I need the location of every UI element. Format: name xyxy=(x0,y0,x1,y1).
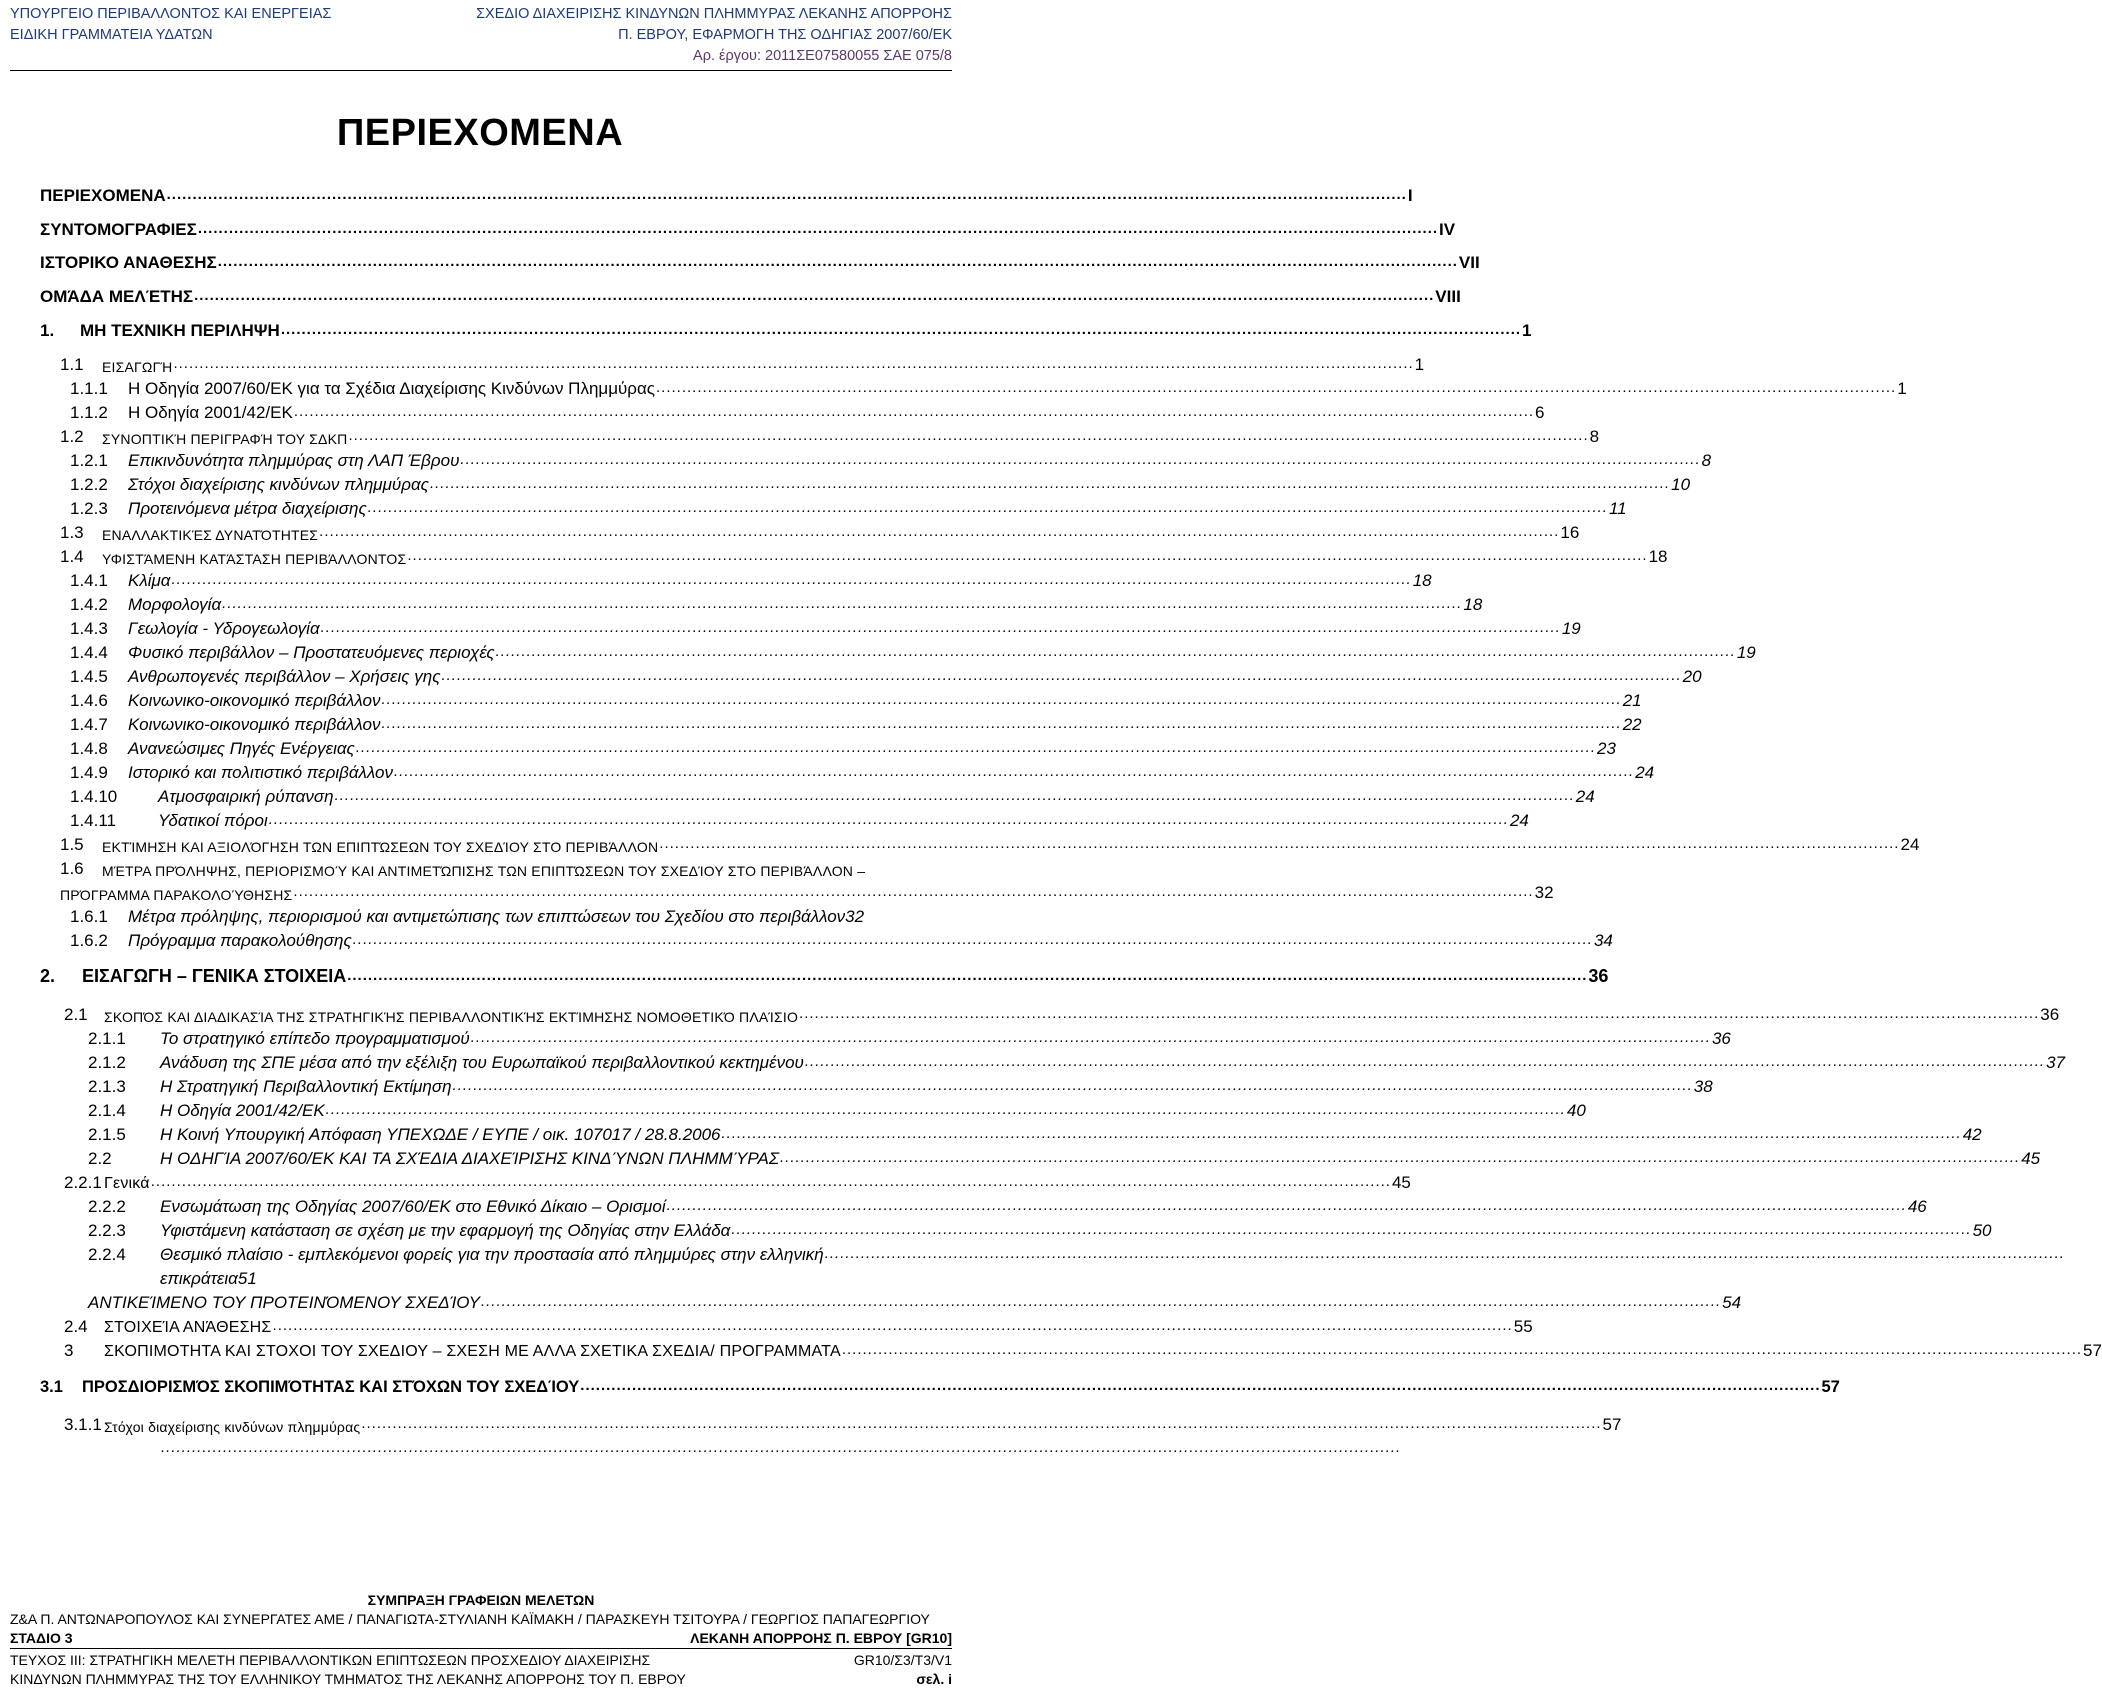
toc-leader xyxy=(161,1440,1401,1455)
toc-leader xyxy=(667,1198,1907,1213)
toc-entry-page: 57 xyxy=(1821,1378,1840,1396)
toc-entry-number: 1.5 xyxy=(60,835,84,854)
toc-entry-page: 45 xyxy=(2021,1149,2041,1168)
toc-entry-number: 1.2.3 xyxy=(70,499,108,518)
toc-entry-number: 3.1 xyxy=(40,1378,63,1396)
toc-entry-page: 36 xyxy=(1588,966,1609,986)
toc-entry-text: ΣΚΟΠΌΣ ΚΑΙ ΔΙΑΔΙΚΑΣΊΑ ΤΗΣ ΣΤΡΑΤΗΓΙΚΉΣ ΠΕΡΙΒΑΛΛΟΝΤΙΚΉΣ ΕΚΤΊΜΗΣΗΣ ΝΟΜΟΘΕΤΙΚΌ ΠΛΑΊΣΙΟ xyxy=(104,1009,799,1025)
toc-leader xyxy=(471,1030,1711,1045)
toc-entry[interactable] xyxy=(40,1193,1927,1217)
toc-entry[interactable] xyxy=(40,711,1642,735)
toc-entry-page: 10 xyxy=(1671,475,1691,494)
toc-entry-text: Κλίμα xyxy=(128,571,171,590)
toc-entry-page: 8 xyxy=(1589,427,1600,446)
toc-leader xyxy=(842,1342,2082,1357)
toc-entry-page: 57 xyxy=(1602,1415,1622,1434)
toc-entry-text: Κοινωνικο-οικονομικό περιβάλλον xyxy=(128,715,381,734)
toc-entry-number: 2.1.5 xyxy=(88,1125,126,1144)
toc-entry[interactable] xyxy=(40,495,1627,519)
toc-entry-text: ΕΙΣΑΓΩΓΗ – ΓΕΝΙΚΑ ΣΤΟΙΧΕΙΑ xyxy=(82,966,347,986)
toc-entry-text: Η Κοινή Υπουργική Απόφαση ΥΠΕΧΩΔΕ / ΕΥΠΕ / οικ. 107017 / 28.8.2006 xyxy=(160,1125,721,1144)
toc-entry-number: 2.1.3 xyxy=(88,1077,126,1096)
toc-entry[interactable] xyxy=(40,471,1691,495)
page-header xyxy=(10,4,952,71)
toc-entry[interactable] xyxy=(40,807,1529,831)
toc-leader xyxy=(382,716,1622,731)
toc-entry-page: 42 xyxy=(1962,1125,1982,1144)
toc-entry-number: 1.1.1 xyxy=(70,379,108,398)
toc-leader xyxy=(218,254,1458,269)
toc-entry-text: Γεωλογία - Υδρογεωλογία xyxy=(128,619,320,638)
toc-entry[interactable] xyxy=(40,1435,936,1459)
toc-leader xyxy=(151,1174,1391,1189)
toc-entry-page: 21 xyxy=(1622,691,1642,710)
toc-entry[interactable] xyxy=(40,735,1616,759)
toc-entry[interactable] xyxy=(40,831,1920,855)
footer-basin: ΛΕΚΑΝΗ ΑΠΟΡΡΟΗΣ Π. ΕΒΡΟΥ [GR10] xyxy=(690,1630,952,1646)
toc-entry-number: 1.2 xyxy=(60,427,84,446)
toc-entry-text: Ανάδυση της ΣΠΕ μέσα από την εξέλιξη του Ευρωπαϊκού περιβαλλοντικού κεκτημένου xyxy=(160,1053,804,1072)
toc-leader xyxy=(361,1416,1601,1431)
toc-entry-number: 1.4 xyxy=(60,547,84,566)
toc-leader xyxy=(382,692,1622,707)
toc-entry[interactable] xyxy=(40,1121,1982,1145)
toc-leader xyxy=(394,764,1634,779)
toc-entry-page: 18 xyxy=(1648,547,1668,566)
toc-leader xyxy=(659,836,1899,851)
toc-entry[interactable] xyxy=(40,903,936,927)
toc-leader xyxy=(453,1078,1693,1093)
toc-entry[interactable] xyxy=(40,615,1581,639)
toc-leader xyxy=(321,620,1561,635)
toc-leader xyxy=(269,812,1509,827)
toc-entry-text: Η Οδηγία 2001/42/ΕΚ xyxy=(160,1101,325,1120)
toc-leader xyxy=(273,1318,1513,1333)
footer-partners: Ζ&Α Π. ΑΝΤΩΝΑΡΟΠΟΥΛΟΣ ΚΑΙ ΣΥΝΕΡΓΑΤΕΣ ΑΜΕ / ΠΑΝΑΓΙΩΤΑ-ΣΤΥΛΙΑΝΗ ΚΑΪΜΑΚΗ / ΠΑΡΑΣΚΕΥΗ ΤΣΙΤΟΥΡΑ / ΓΕΩΡΓΙΟΣ ΠΑΠΑΓΕΩΡΓΙΟΥ xyxy=(10,1611,930,1627)
footer-volume-line1: ΤΕΥΧΟΣ ΙΙΙ: ΣΤΡΑΤΗΓΙΚΗ ΜΕΛΕΤΗ ΠΕΡΙΒΑΛΛΟΝΤΙΚΩΝ ΕΠΙΠΤΩΣΕΩΝ ΠΡΟΣΧΕΔΙΟΥ ΔΙΑΧΕΙΡΙΣΗΣ xyxy=(10,1652,651,1668)
toc-entry-number: 1.4.4 xyxy=(70,643,108,662)
toc-entry-number: 2.1.1 xyxy=(88,1029,126,1048)
toc-entry-text: Ιστορικό και πολιτιστικό περιβάλλον xyxy=(128,763,393,782)
toc-entry-number: 1.2.2 xyxy=(70,475,108,494)
toc-leader xyxy=(348,428,1588,443)
toc-leader xyxy=(368,500,1608,515)
footer-stage-bar xyxy=(10,1629,952,1649)
toc-entry-text: ΙΣΤΟΡΙΚΟ ΑΝΑΘΕΣΗΣ xyxy=(40,253,217,272)
toc-entry-page: 34 xyxy=(1593,931,1613,950)
toc-entry[interactable] xyxy=(40,1217,1992,1241)
page-title: ΠΕΡΙΕΧΟΜΕΝΑ xyxy=(336,112,624,154)
toc-entry-number: 2.4 xyxy=(64,1317,88,1336)
toc-entry[interactable] xyxy=(40,1145,2041,1169)
toc-entry[interactable] xyxy=(40,663,1702,687)
toc-entry-text: Γενικά xyxy=(104,1175,150,1192)
toc-entry-number: 1.4.2 xyxy=(70,595,108,614)
toc-entry[interactable] xyxy=(40,1097,1586,1121)
toc-leader xyxy=(805,1054,2045,1069)
toc-entry-text: Μορφολογία xyxy=(128,595,222,614)
toc-entry-number: 1.4.8 xyxy=(70,739,108,758)
toc-entry-page: 16 xyxy=(1560,523,1580,542)
toc-entry-text: ΟΜΆΔΑ ΜΕΛΈΤΗΣ xyxy=(40,287,194,306)
secretariat-name: ΕΙΔΙΚΗ ΓΡΑΜΜΑΤΕΙΑ ΥΔΑΤΩΝ xyxy=(10,27,213,43)
toc-entry-page: 24 xyxy=(1635,763,1655,782)
toc-entry[interactable] xyxy=(40,351,1425,375)
footer-consortium: ΣΥΜΠΡΑΞΗ ΓΡΑΦΕΙΩΝ ΜΕΛΕΤΩΝ xyxy=(367,1592,595,1608)
toc-entry[interactable] xyxy=(40,1169,1411,1193)
toc-entry-page: 32 xyxy=(845,907,865,926)
toc-leader xyxy=(222,596,1462,611)
toc-entry-text: Ανανεώσιμες Πηγές Ενέργειας xyxy=(128,739,355,758)
toc-entry-page: 36 xyxy=(1711,1029,1731,1048)
project-title: ΣΧΕΔΙΟ ΔΙΑΧΕΙΡΙΣΗΣ ΚΙΝΔΥΝΩΝ ΠΛΗΜΜΥΡΑΣ ΛΕΚΑΝΗΣ ΑΠΟΡΡΟΗΣ xyxy=(476,6,952,22)
toc-entry-text: Υδατικοί πόροι xyxy=(158,811,268,830)
toc-entry[interactable] xyxy=(40,639,1756,663)
toc-entry-page: 40 xyxy=(1566,1101,1586,1120)
toc-entry-page: 20 xyxy=(1682,667,1702,686)
toc-leader xyxy=(481,1294,1721,1309)
toc-entry[interactable] xyxy=(40,375,1907,399)
toc-leader xyxy=(281,322,1521,337)
toc-entry[interactable] xyxy=(40,1337,2102,1361)
toc-entry-text: Κοινωνικο-οικονομικό περιβάλλον xyxy=(128,691,381,710)
project-number: Αρ. έργου: 2011ΣΕ07580055 ΣΑΕ 075/8 xyxy=(693,48,952,64)
toc-entry-text: ΕΝΑΛΛΑΚΤΙΚΈΣ ΔΥΝΑΤΌΤΗΤΕΣ xyxy=(102,527,319,543)
toc-entry-text: ΕΚΤΊΜΗΣΗ ΚΑΙ ΑΞΙΟΛΌΓΗΣΗ ΤΩΝ ΕΠΙΠΤΏΣΕΩΝ ΤΟΥ ΣΧΕΔΊΟΥ ΣΤΟ ΠΕΡΙΒΆΛΛΟΝ xyxy=(102,839,659,855)
toc-entry-page: 6 xyxy=(1535,403,1545,422)
toc-entry[interactable] xyxy=(40,1073,1713,1097)
toc-entry-text: Το στρατηγικό επίπεδο προγραμματισμού xyxy=(160,1029,470,1048)
toc-entry-page: 23 xyxy=(1597,739,1616,758)
toc-entry[interactable] xyxy=(40,519,1580,543)
toc-entry[interactable] xyxy=(40,1049,2065,1073)
toc-leader xyxy=(356,740,1596,755)
toc-entry-page: 1 xyxy=(1414,355,1425,374)
toc-entry[interactable] xyxy=(40,317,1532,341)
toc-entry-text: ΣΥΝΤΟΜΟΓΡΑΦΙΕΣ xyxy=(40,220,197,239)
toc-entry[interactable] xyxy=(40,759,1655,783)
toc-entry-text: ΣΥΝΟΠΤΙΚΉ ΠΕΡΙΓΡΑΦΉ ΤΟΥ ΣΔΚΠ xyxy=(102,431,348,447)
toc-entry-page: 55 xyxy=(1513,1317,1533,1336)
toc-entry-number: 1.6 xyxy=(60,859,84,878)
toc-leader xyxy=(319,524,1559,539)
toc-leader xyxy=(347,968,1587,983)
toc-entry-text: Στόχοι διαχείρισης κινδύνων πλημμύρας xyxy=(128,475,429,494)
header-right xyxy=(476,4,952,67)
toc-entry-page: 38 xyxy=(1693,1077,1713,1096)
toc-entry-page: 18 xyxy=(1412,571,1432,590)
toc-entry-text: Προτεινόμενα μέτρα διαχείρισης xyxy=(128,499,367,518)
toc-entry[interactable] xyxy=(40,1265,936,1289)
toc-entry-number: 3 xyxy=(64,1341,74,1360)
toc-entry[interactable] xyxy=(40,1411,1622,1435)
toc-entry-number: 2.2 xyxy=(88,1149,112,1168)
toc-entry-page: 11 xyxy=(1608,499,1627,518)
toc-entry-text: Ανθρωπογενές περιβάλλον – Χρήσεις γης xyxy=(128,667,441,686)
toc-entry-number: 1.6.2 xyxy=(70,931,108,950)
toc-entry-number: 1.3 xyxy=(60,523,84,542)
toc-leader xyxy=(722,1126,1962,1141)
toc-entry-text: ΥΦΙΣΤΆΜΕΝΗ ΚΑΤΆΣΤΑΣΗ ΠΕΡΙΒΆΛΛΟΝΤΟΣ xyxy=(102,551,407,567)
toc-leader xyxy=(294,404,1534,419)
toc-entry-text: ΠΡΟΣΔΙΟΡΙΣΜΌΣ ΣΚΟΠΙΜΌΤΗΤΑΣ ΚΑΙ ΣΤΌΧΩΝ ΤΟΥ ΣΧΕΔΊΟΥ xyxy=(82,1378,580,1396)
toc-entry[interactable] xyxy=(40,963,1609,987)
toc-entry[interactable] xyxy=(40,1001,2060,1025)
toc-entry-number: 1.6.1 xyxy=(70,907,108,926)
toc-entry[interactable] xyxy=(40,1373,1840,1397)
toc-entry-number: 1.4.11 xyxy=(70,811,117,830)
toc-leader xyxy=(799,1006,2039,1021)
toc-entry-number: 2.2.3 xyxy=(88,1221,126,1240)
toc-leader xyxy=(167,187,1407,202)
toc-entry-text: ΣΚΟΠΙΜΟΤΗΤΑ ΚΑΙ ΣΤΟΧΟΙ ΤΟΥ ΣΧΕΔΙΟΥ – ΣΧΕΣΗ ΜΕ ΑΛΛΑ ΣΧΕΤΙΚΑ ΣΧΕΔΙΑ/ ΠΡΟΓΡΑΜΜΑΤΑ xyxy=(104,1343,841,1360)
toc-entry-text: Ενσωμάτωση της Οδηγίας 2007/60/ΕΚ στο Εθνικό Δίκαιο – Ορισμοί xyxy=(160,1197,666,1216)
toc-entry[interactable] xyxy=(40,447,1712,471)
toc-entry-page: 1 xyxy=(1897,379,1907,398)
toc-entry-page: VIII xyxy=(1435,287,1461,306)
footer-volume xyxy=(10,1651,952,1689)
toc-entry-page: 1 xyxy=(1522,321,1532,340)
toc-entry-number: 2.1.4 xyxy=(88,1101,126,1120)
project-subtitle: Π. ΕΒΡΟΥ, ΕΦΑΡΜΟΓΗ ΤΗΣ ΟΔΗΓΙΑΣ 2007/60/ΕΚ xyxy=(618,27,952,43)
toc-entry[interactable] xyxy=(40,927,1613,951)
toc-leader xyxy=(407,548,1647,563)
toc-entry-text: ΜΈΤΡΑ ΠΡΌΛΗΨΗΣ, ΠΕΡΙΟΡΙΣΜΟΎ ΚΑΙ ΑΝΤΙΜΕΤΏΠΙΣΗΣ ΤΩΝ ΕΠΙΠΤΏΣΕΩΝ ΤΟΥ ΣΧΕΔΊΟΥ ΣΤΟ ΠΕΡΙΒΆΛΛΟΝ – xyxy=(102,863,866,879)
footer-volume-line2: ΚΙΝΔΥΝΩΝ ΠΛΗΜΜΥΡΑΣ ΤΗΣ ΤΟΥ ΕΛΛΗΝΙΚΟΥ ΤΜΗΜΑΤΟΣ ΤΗΣ ΛΕΚΑΝΗΣ ΑΠΟΡΡΟΗΣ ΤΟΥ Π. ΕΒΡΟΥ xyxy=(10,1671,686,1687)
toc-leader xyxy=(335,788,1575,803)
toc-entry-number: 1.4.3 xyxy=(70,619,108,638)
toc-entry-text: ΜΗ ΤΕΧΝΙΚΗ ΠΕΡΙΛΗΨΗ xyxy=(80,321,280,340)
toc-entry-page: 19 xyxy=(1561,619,1581,638)
toc-entry-page: 8 xyxy=(1701,451,1712,470)
toc-leader xyxy=(353,932,1593,947)
toc-leader xyxy=(656,380,1896,395)
toc-entry-number: 2.1.2 xyxy=(88,1053,126,1072)
toc-entry[interactable] xyxy=(40,855,936,879)
toc-leader xyxy=(326,1102,1566,1117)
toc-entry[interactable] xyxy=(40,783,1595,807)
toc-entry-number: 2.2.4 xyxy=(88,1245,126,1264)
toc-entry-number: 3.1.1 xyxy=(64,1415,102,1434)
toc-entry-text: Φυσικό περιβάλλον – Προστατευόμενες περιοχές xyxy=(128,643,495,662)
toc-entry-page: 24 xyxy=(1575,787,1595,806)
toc-entry[interactable] xyxy=(40,1025,1731,1049)
toc-entry[interactable] xyxy=(40,1313,1533,1337)
ministry-name: ΥΠΟΥΡΓΕΙΟ ΠΕΡΙΒΑΛΛΟΝΤΟΣ ΚΑΙ ΕΝΕΡΓΕΙΑΣ xyxy=(10,6,332,22)
toc-entry-page: 24 xyxy=(1900,835,1920,854)
toc-entry-text: ΠΡΌΓΡΑΜΜΑ ΠΑΡΑΚΟΛΟΎΘΗΣΗΣ xyxy=(60,887,293,903)
toc-entry[interactable] xyxy=(40,249,1480,273)
toc-entry-number: 1. xyxy=(40,321,55,340)
footer-code: GR10/Σ3/Τ3/V1 xyxy=(853,1652,952,1668)
toc-entry[interactable] xyxy=(40,399,1545,423)
page-number: σελ. i xyxy=(916,1671,952,1687)
toc-entry-text: ΣΤΟΙΧΕΊΑ ΑΝΆΘΕΣΗΣ xyxy=(104,1319,272,1336)
toc-entry-page: 50 xyxy=(1972,1221,1992,1240)
toc-entry[interactable] xyxy=(40,1289,1742,1313)
toc-entry[interactable] xyxy=(40,591,1483,615)
toc-entry-page: 19 xyxy=(1736,643,1756,662)
toc-entry-text: Μέτρα πρόληψης, περιορισμού και αντιμετώπισης των επιπτώσεων του Σχεδίου στο περιβάλλον xyxy=(128,907,846,926)
toc-entry-text: ΕΙΣΑΓΩΓΉ xyxy=(102,359,173,375)
toc-leader xyxy=(430,476,1670,491)
toc-entry-number: 2. xyxy=(40,966,56,986)
toc-entry-number: 1.4.9 xyxy=(70,763,108,782)
toc-entry-page: 32 xyxy=(1534,883,1554,902)
toc-entry-number: 1.4.6 xyxy=(70,691,108,710)
toc-leader xyxy=(172,572,1412,587)
toc-entry-text: Η Οδηγία 2007/60/ΕΚ για τα Σχέδια Διαχείρισης Κινδύνων Πλημμύρας xyxy=(128,379,655,398)
toc-entry-text: ΠΕΡΙΕΧΟΜΕΝΑ xyxy=(40,186,166,205)
toc-entry-number: 1.4.5 xyxy=(70,667,108,686)
toc-entry[interactable] xyxy=(40,283,1461,307)
toc-entry[interactable] xyxy=(40,1241,936,1265)
toc-entry-page: IV xyxy=(1439,220,1456,239)
toc-entry-number: 2.2.2 xyxy=(88,1197,126,1216)
toc-entry-number: 1.4.1 xyxy=(70,571,108,590)
toc-entry-page: 22 xyxy=(1622,715,1642,734)
toc-entry[interactable] xyxy=(40,543,1668,567)
page-footer xyxy=(10,1591,952,1689)
toc-entry[interactable] xyxy=(40,879,1554,903)
toc-leader xyxy=(173,356,1413,371)
toc-leader xyxy=(780,1150,2020,1165)
toc-entry-text: Πρόγραμμα παρακολούθησης xyxy=(128,931,352,950)
toc-entry-number: 1.4.7 xyxy=(70,715,108,734)
toc-entry[interactable] xyxy=(40,567,1432,591)
toc-entry-text: Η ΟΔΗΓΊΑ 2007/60/ΕΚ ΚΑΙ ΤΑ ΣΧΈΔΙΑ ΔΙΑΧΕΊΡΙΣΗΣ ΚΙΝΔΎΝΩΝ ΠΛΗΜΜΎΡΑΣ xyxy=(160,1149,780,1168)
toc-entry-number: 1.1.2 xyxy=(70,403,108,422)
toc-entry-number: 2.1 xyxy=(64,1005,88,1024)
toc-entry-text: Ατμοσφαιρική ρύπανση xyxy=(158,787,334,806)
toc-entry-text: Η Οδηγία 2001/42/ΕΚ xyxy=(128,403,293,422)
toc-entry-text: Στόχοι διαχείρισης κινδύνων πλημμύρας xyxy=(104,1419,361,1435)
toc-entry-page: 57 xyxy=(2083,1341,2102,1360)
toc-entry-text: Η Στρατηγική Περιβαλλοντική Εκτίμηση xyxy=(160,1077,452,1096)
toc-entry-text: ΑΝΤΙΚΕΊΜΕΝΟ ΤΟΥ ΠΡΟΤΕΙΝΌΜΕΝΟΥ ΣΧΕΔΊΟΥ xyxy=(88,1293,480,1312)
toc-leader xyxy=(441,668,1681,683)
toc-entry-page: 24 xyxy=(1509,811,1529,830)
toc-entry-text: επικράτεια xyxy=(160,1269,238,1288)
toc-entry-page: 45 xyxy=(1391,1173,1411,1192)
toc-entry-text: Επικινδυνότητα πλημμύρας στη ΛΑΠ Έβρου xyxy=(128,451,460,470)
toc-leader xyxy=(293,884,1533,899)
toc-entry-page: 37 xyxy=(2046,1053,2065,1072)
toc-leader xyxy=(496,644,1736,659)
toc-entry-text: Θεσμικό πλαίσιο - εμπλεκόμενοι φορείς για την προστασία από πλημμύρες στην ελληνική xyxy=(160,1245,824,1264)
toc-leader xyxy=(731,1222,1971,1237)
footer-stage: ΣΤΑΔΙΟ 3 xyxy=(10,1630,73,1646)
toc-entry[interactable] xyxy=(40,182,1413,206)
header-left xyxy=(10,4,331,46)
toc-entry-page: 51 xyxy=(237,1269,257,1288)
toc-entry[interactable] xyxy=(40,216,1456,240)
toc-leader xyxy=(580,1378,1820,1393)
toc-entry-page: I xyxy=(1407,186,1413,205)
toc-entry-number: 1.4.10 xyxy=(70,787,118,806)
toc-entry-text: Υφιστάμενη κατάσταση σε σχέση με την εφαρμογή της Οδηγίας στην Ελλάδα xyxy=(160,1221,731,1240)
toc-leader xyxy=(460,452,1700,467)
toc-entry-page: 46 xyxy=(1907,1197,1927,1216)
toc-leader xyxy=(194,288,1434,303)
toc-entry[interactable] xyxy=(40,423,1600,447)
toc-entry-number: 1.1 xyxy=(60,355,84,374)
toc-entry-number: 2.2.1 xyxy=(64,1173,102,1192)
toc-entry-page: VII xyxy=(1458,253,1480,272)
toc-entry[interactable] xyxy=(40,687,1642,711)
toc-leader xyxy=(825,1246,2065,1261)
toc-leader xyxy=(198,221,1438,236)
toc-entry-number: 1.2.1 xyxy=(70,451,108,470)
toc-entry-page: 54 xyxy=(1722,1293,1742,1312)
toc-entry-page: 18 xyxy=(1463,595,1483,614)
toc-entry-page: 36 xyxy=(2040,1005,2060,1024)
